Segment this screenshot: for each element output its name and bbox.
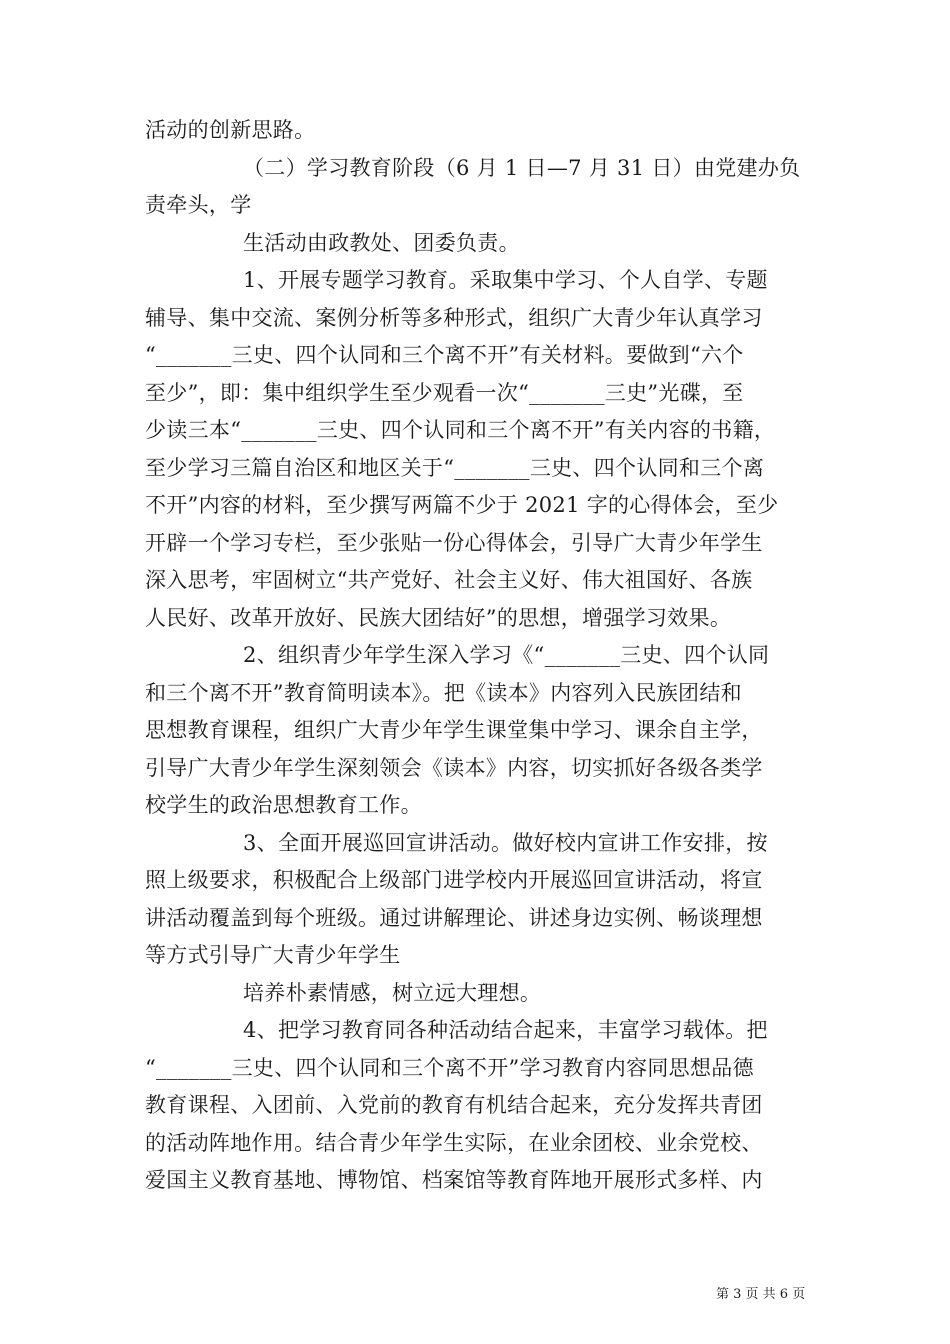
text-line: 和三个离不开”教育简明读本》。把《读本》内容列入民族团结和 xyxy=(145,680,742,705)
text-line: 活动的创新思路。 xyxy=(145,118,316,142)
text-line: 深入思考，牢固树立“共产党好、社会主义好、伟大祖国好、各族 xyxy=(145,568,753,592)
text-line: （二）学习教育阶段（6 月 1 日—7 月 31 日）由党建办负 xyxy=(243,155,801,180)
text-line: 教育课程、入团前、入党前的教育有机结合起来，充分发挥共青团 xyxy=(145,1093,763,1117)
text-line: 照上级要求，积极配合上级部门进学校内开展巡回宣讲活动，将宣 xyxy=(145,868,763,892)
text-line: “_______三史、四个认同和三个离不开”有关材料。要做到“六个 xyxy=(145,343,744,367)
text-line: 4、把学习教育同各种活动结合起来，丰富学习载体。把 xyxy=(243,1018,768,1042)
text-line: 思想教育课程，组织广大青少年学生课堂集中学习、课余自主学， xyxy=(145,718,763,742)
text-line: 2、组织青少年学生深入学习《“_______三史、四个认同 xyxy=(243,643,770,667)
text-line: 引导广大青少年学生深刻领会《读本》内容，切实抓好各级各类学 xyxy=(145,755,763,780)
text-line: 讲活动覆盖到每个班级。通过讲解理论、讲述身边实例、畅谈理想 xyxy=(145,905,763,930)
text-line: 生活动由政教处、团委负责。 xyxy=(243,230,520,255)
text-line: 1、开展专题学习教育。采取集中学习、个人自学、专题 xyxy=(243,268,768,292)
text-line: 等方式引导广大青少年学生 xyxy=(145,943,401,967)
text-line: 少读三本“_______三史、四个认同和三个离不开”有关内容的书籍， xyxy=(145,418,776,442)
text-line: 培养朴素情感，树立远大理想。 xyxy=(243,980,542,1005)
text-line: 的活动阵地作用。结合青少年学生实际，在业余团校、业余党校、 xyxy=(145,1130,763,1155)
text-line: 责牵头，学 xyxy=(145,193,252,217)
text-line: 辅导、集中交流、案例分析等多种形式，组织广大青少年认真学习 xyxy=(145,305,763,330)
text-line: 3、全面开展巡回宣讲活动。做好校内宣讲工作安排，按 xyxy=(243,830,768,855)
text-line: 至少”，即：集中组织学生至少观看一次“_______三史”光碟，至 xyxy=(145,380,744,405)
text-line: 爱国主义教育基地、博物馆、档案馆等教育阵地开展形式多样、内 xyxy=(145,1168,763,1192)
text-line: “_______三史、四个认同和三个离不开”学习教育内容同思想品德 xyxy=(145,1055,754,1080)
page-number: 第 3 页 共 6 页 xyxy=(716,1287,806,1302)
text-line: 不开”内容的材料，至少撰写两篇不少于 2021 字的心得体会，至少 xyxy=(145,493,779,517)
text-line: 开辟一个学习专栏，至少张贴一份心得体会，引导广大青少年学生 xyxy=(145,530,763,555)
text-line: 校学生的政治思想教育工作。 xyxy=(145,793,422,817)
text-line: 人民好、改革开放好、民族大团结好”的思想，增强学习效果。 xyxy=(145,605,732,630)
text-line: 至少学习三篇自治区和地区关于“_______三史、四个认同和三个离 xyxy=(145,455,765,480)
